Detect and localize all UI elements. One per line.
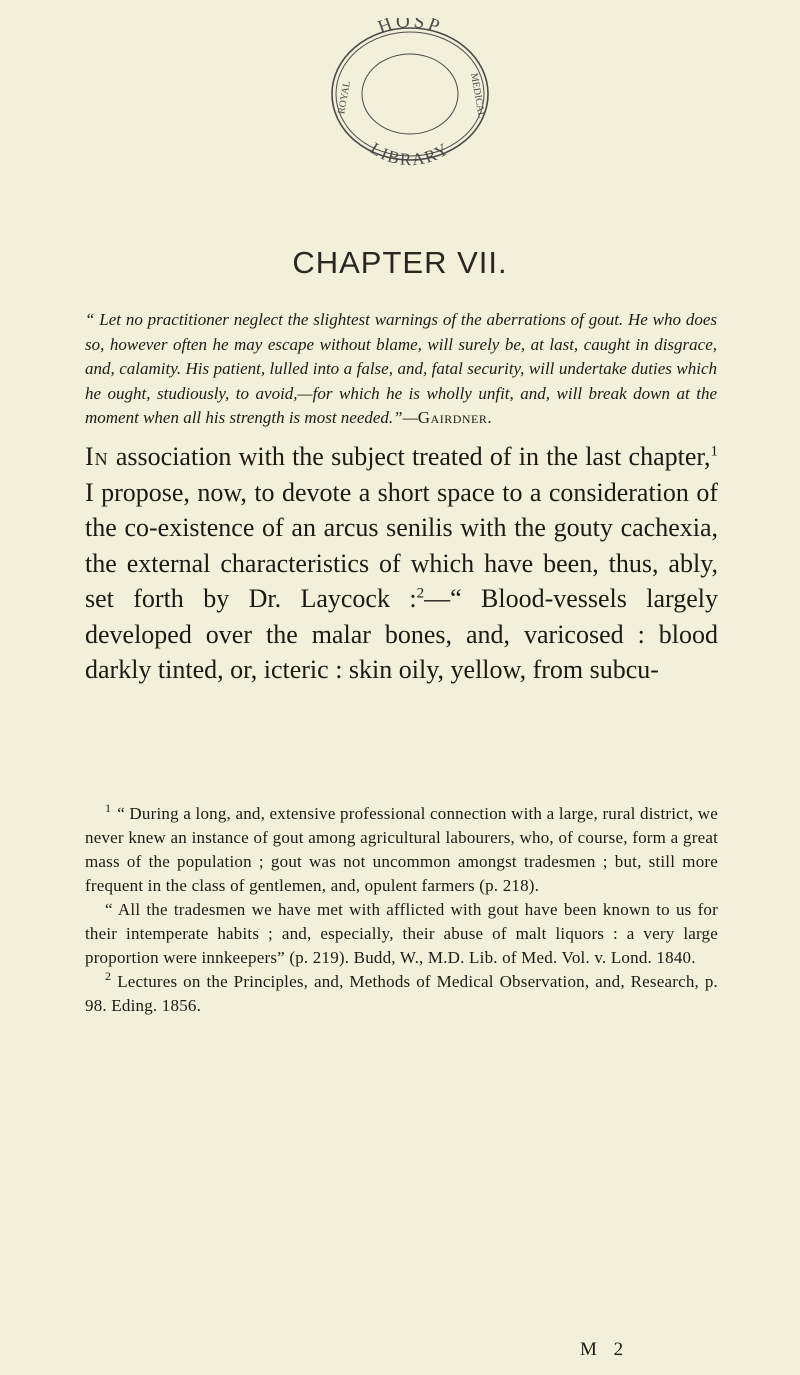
stamp-left-text: ROYAL: [336, 80, 353, 115]
footnote-text: “ All the tradesmen we have met with afflicted with gout have been known to us for their intemperate habits ; and, especially, their abuse of malt liquors : a very large proportion were innkeepers” (p. 219). Budd, W., M.D. Lib. of Med. Vol. v. Lond. 1840.: [85, 900, 718, 967]
footnote: [85, 898, 718, 970]
footnote-ref-1: 1: [710, 443, 718, 460]
stamp-right-text: MEDICAL: [468, 72, 487, 119]
footnote: [85, 802, 718, 898]
stamp-seal-icon: [325, 18, 495, 168]
stamp-bottom-text: LIBRARY: [366, 138, 454, 168]
svg-text:LIBRARY: [367, 139, 453, 168]
footnote-text: Lectures on the Principles, and, Methods of Medical Observation, and, Research, p. 98. Eding. 1856.: [85, 972, 718, 1015]
footnote-ref-2: 2: [416, 585, 425, 602]
body-paragraph: [85, 439, 718, 688]
epigraph: [85, 308, 717, 431]
stamp-top-text: HOSP: [375, 18, 446, 39]
svg-text:HOSP: [375, 18, 445, 38]
footnote: [85, 970, 718, 1018]
chapter-title: CHAPTER VII.: [292, 245, 508, 280]
body-text-part2: I propose, now, to devote a short space to a consideration of the co-existence of an arcus senilis with the gouty cachexia, the external characteristics of which have been, thus, ably, set forth by Dr. Laycock :: [85, 477, 718, 613]
signature-mark: M 2: [580, 1339, 630, 1360]
footnote-marker: 2: [105, 969, 112, 984]
library-stamp: [325, 18, 495, 168]
footnote-text: “ During a long, and, extensive professional connection with a large, rural district, we never knew an instance of gout among agricultural labourers, who, of course, form a great mass of the population ; gout was not uncommon amongst tradesmen ; but, still more frequent in the class of gentlemen, and, opulent farmers (p. 218).: [85, 804, 718, 895]
body-text-part1: association with the subject treated of in the last chapter,: [108, 442, 711, 471]
epigraph-text: “ Let no practitioner neglect the slightest warnings of the aberrations of gout. He who does so, however often he may escape without blame, will surely be, at last, caught in disgrace, and, calamity. His patient, lulled into a false, and, fatal security, will undertake duties which he ought, studiously, to avoid,—for which he is wholly unfit, and, will break down at the moment when all his strength is most needed.”—: [85, 310, 717, 427]
opening-word: In: [85, 442, 109, 471]
footnotes: [85, 802, 718, 1018]
body-text-part3: —“ Blood-vessels largely developed over the malar bones, and, varicosed : blood darkly tinted, or, icteric : skin oily, yellow, from subcu-: [85, 584, 719, 684]
footnote-marker: 1: [105, 801, 112, 816]
epigraph-author: Gairdner.: [417, 408, 493, 427]
